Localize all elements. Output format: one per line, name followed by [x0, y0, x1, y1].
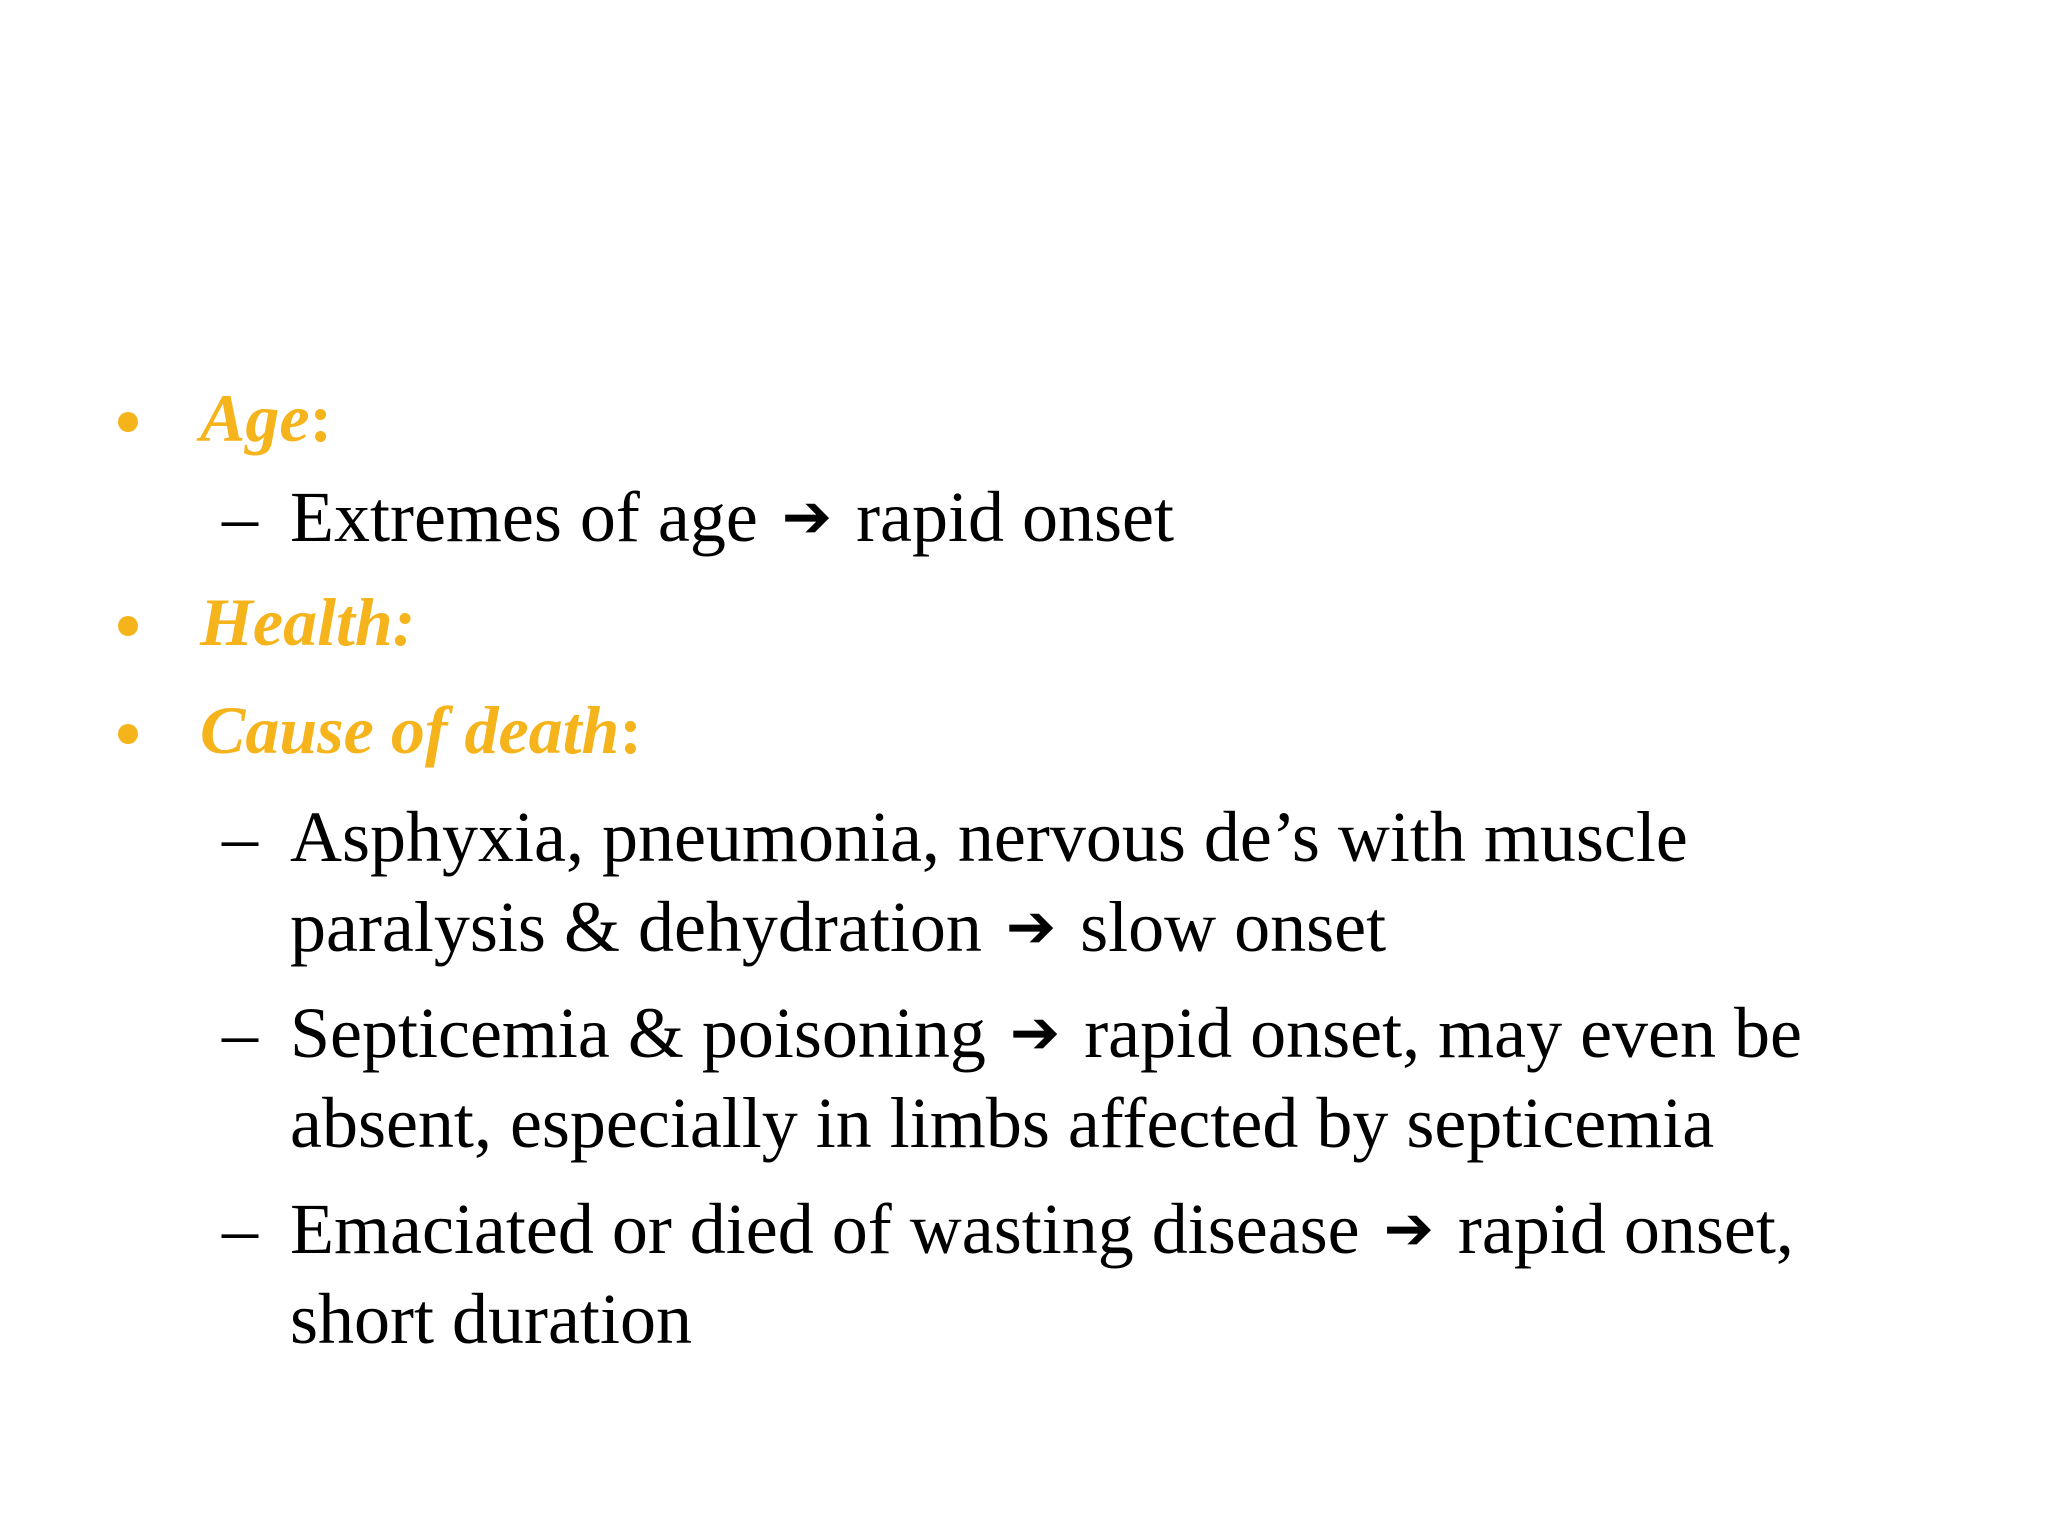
sub-item-line: Asphyxia, pneumonia, nervous de’s with muscle	[290, 797, 1688, 877]
sub-item-line: short duration	[290, 1279, 692, 1359]
sub-item-text	[290, 1184, 1890, 1364]
sub-item-line: Septicemia & poisoning ➔ rapid onset, may even be	[290, 988, 1890, 1078]
bullet-label-cause-of-death: Cause of death:	[200, 692, 643, 768]
arrow-right-icon: ➔	[1005, 892, 1057, 962]
bullet-health	[0, 580, 2048, 680]
bullet-age	[0, 376, 2048, 476]
dash-marker: –	[222, 1189, 258, 1269]
sub-item-line: paralysis & dehydration ➔ slow onset	[290, 882, 1890, 972]
arrow-right-icon: ➔	[1383, 1194, 1434, 1264]
sub-item-text	[290, 988, 1890, 1168]
sub-item-text	[290, 792, 1890, 972]
arrow-right-icon: ➔	[781, 482, 833, 552]
bullet-label-age: Age:	[200, 380, 333, 456]
dash-marker: –	[222, 797, 258, 877]
bullet-dot-icon	[118, 616, 138, 636]
sub-item-line: Emaciated or died of wasting disease ➔ rapid onset,	[290, 1184, 1890, 1274]
dash-marker: –	[222, 477, 258, 557]
bullet-dot-icon	[118, 724, 138, 744]
bullet-label-health: Health:	[200, 584, 416, 660]
arrow-right-icon: ➔	[1009, 998, 1061, 1068]
dash-marker: –	[222, 993, 258, 1073]
bullet-dot-icon	[118, 412, 138, 432]
sub-item-text	[290, 472, 1890, 562]
sub-item-line: absent, especially in limbs affected by septicemia	[290, 1083, 1715, 1163]
sub-item-line: Extremes of age ➔ rapid onset	[290, 472, 1890, 562]
bullet-cause-of-death	[0, 688, 2048, 788]
